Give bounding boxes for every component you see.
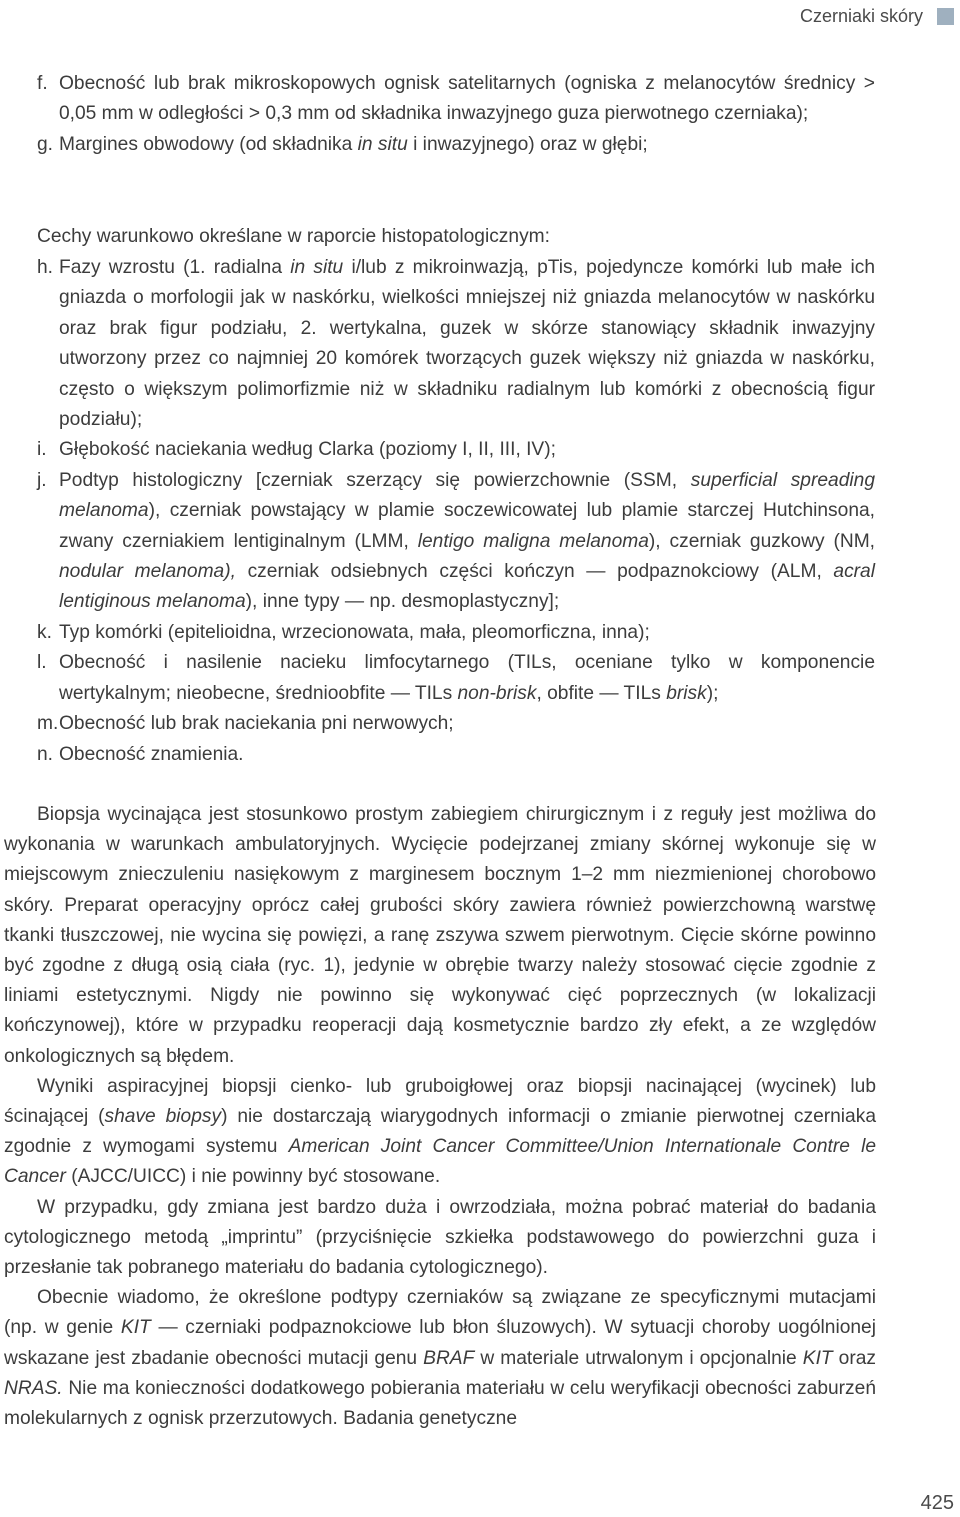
text-run: , obfite — TILs <box>536 682 667 704</box>
list-marker: m. <box>37 713 59 735</box>
list-marker: l. <box>37 652 47 674</box>
list-item-h <box>37 253 875 435</box>
list-item-k <box>37 618 875 648</box>
page-number: 425 <box>920 1492 954 1514</box>
italic-term: American Joint Cancer Committee/Union Internationale Contre le Cancer <box>4 1136 877 1188</box>
text-run: w materiale utrwalonym i opcjonalnie <box>474 1347 803 1369</box>
text-run: Podtyp histologiczny [czerniak szerzący się powierzchownie (SSM, <box>59 469 691 491</box>
list-item-text <box>59 253 875 435</box>
list-item-text: Obecność znamienia. <box>59 743 244 765</box>
italic-term: KIT <box>802 1347 833 1369</box>
list-item-text: Typ komórki (epitelioidna, wrzecionowata, mała, pleomorficzna, inna); <box>59 621 650 643</box>
text-run: Nie ma konieczności dodatkowego pobierania materiału w celu weryfikacji obecności zaburzeń molekularnych z ognisk przerzutowych. Badania genetyczne <box>4 1377 876 1430</box>
subheading: Cechy warunkowo określane w raporcie histopatologicznym: <box>37 226 550 247</box>
text-run: ), czerniak guzkowy (NM, <box>648 530 876 552</box>
list-marker: i. <box>37 439 47 461</box>
list-item-i <box>37 435 875 465</box>
list-item-g <box>37 130 875 160</box>
text-run: Wyniki aspiracyjnej biopsji cienko- lub gruboigłowej oraz biopsji nacinającej (wycinek) lub ścinającej ( <box>4 1075 876 1128</box>
body-text <box>4 800 876 1434</box>
paragraph-imprint: W przypadku, gdy zmiana jest bardzo duża i owrzodziała, można pobrać materiał do badania cytologicznego metodą „imprintu” (przyciśnięcie szkiełka podstawowego do powierzchni guza i przesłanie tak pobranego materiału do badania cytologicznego). <box>4 1196 876 1279</box>
italic-term: lentigo maligna melanoma <box>417 530 649 552</box>
paragraph-mutations <box>4 1283 876 1434</box>
italic-term: nodular melanoma), <box>59 561 236 583</box>
list-marker: h. <box>37 257 54 278</box>
text-run: Obecność i nasilenie nacieku limfocytarnego (TILs, oceniane tylko w komponencie wertykalnym; nieobecne, średnioobfite — TILs <box>59 652 875 704</box>
list-marker: g. <box>37 133 54 155</box>
running-header <box>800 6 954 27</box>
italic-term: in situ <box>290 257 344 278</box>
list-item-text: Obecność lub brak naciekania pni nerwowych; <box>59 713 454 735</box>
text-run: ), inne typy — np. desmoplastyczny]; <box>245 591 560 613</box>
text-run: Obecnie wiadomo, że określone podtypy czerniaków są związane ze specyficznymi mutacjami (np. w genie <box>4 1287 876 1339</box>
text-run: ), czerniak powstający w plamie soczewicowatej lub plamie starczej Hutchinsona, zwany czerniakiem lentiginalnym (LMM, <box>59 500 875 552</box>
italic-term: shave biopsy <box>104 1106 222 1128</box>
italic-term: in situ <box>357 133 408 155</box>
italic-term: superficial spreading melanoma <box>59 469 875 522</box>
list-item-n <box>37 740 875 770</box>
text-run: Margines obwodowy (od składnika <box>59 133 358 155</box>
list-item-text: Obecność lub brak mikroskopowych ognisk satelitarnych (ogniska z melanocytów średnicy > 0,05 mm w odległości > 0,3 mm od składnika inwazyjnego guza pierwotnego czerniaka); <box>59 73 875 125</box>
paragraph-excisional-biopsy: Biopsja wycinająca jest stosunkowo prostym zabiegiem chirurgicznym i z reguły jest możliwa do wykonania w warunkach ambulatoryjnych. Wycięcie podejrzanej zmiany skórnej wykonuje się w miejscowym znieczuleniu nasiękowym z marginesem bocznym 1–2 mm niezmienionej chorobowo skóry. Preparat operacyjny oprócz całej grubości skóry zawiera również powierzchowną warstwę tkanki tłuszczowej, nie wycina się powięzi, a ranę zszywa szwem pierwotnym. Cięcie skórne powinno być zgodne z długą osią ciała (ryc. 1), jedynie w obrębie twarzy należy stosować cięcie zgodnie z liniami estetycznymi. Nigdy nie powinno się wykonywać cięć poprzecznych (w lokalizacji kończynowej), które w przypadku reoperacji dają kosmetycznie bardzo zły efekt, a ze względów onkologicznych są błędem. <box>4 804 876 1067</box>
text-run: (AJCC/UICC) i nie powinny być stosowane. <box>65 1166 441 1188</box>
italic-term: BRAF <box>423 1347 475 1369</box>
text-run: oraz <box>832 1347 876 1369</box>
italic-term: KIT <box>120 1317 151 1339</box>
criteria-list-a <box>37 69 875 160</box>
list-marker: k. <box>37 621 52 643</box>
list-item-text <box>59 130 875 160</box>
text-run: i/lub z mikroinwazją, pTis, pojedyncze komórki lub małe ich gniazda o morfologii jak w naskórku, wielkości mniejszej niż gniazda melanocytów w naskórku oraz brak figur podziału, 2. wertykalna, guzek w skórze stanowiący składnik inwazyjny utworzony przez co najmniej 20 komórek tworzących guzek większy niż gniazda w naskórku, często o większym polimorfizmie niż w składniku radialnym lub komórki z obecnością figur podziału); <box>59 257 875 431</box>
list-item-text <box>59 648 875 709</box>
text-run: czerniak odsiebnych części kończyn — podpaznokciowy (ALM, <box>235 561 834 583</box>
header-square-icon <box>937 8 954 25</box>
list-item-m <box>37 709 875 739</box>
italic-term: brisk <box>666 682 707 704</box>
paragraph-needle-biopsy <box>4 1072 876 1193</box>
italic-term: NRAS. <box>4 1377 63 1399</box>
italic-term: acral lentiginous melanoma <box>59 561 875 613</box>
text-run: i inwazyjnego) oraz w głębi; <box>407 133 648 155</box>
list-item-text <box>59 466 875 618</box>
text-run: — czerniaki podpaznokciowe lub błon śluzowych). W sytuacji choroby uogólnionej wskazane jest zbadanie obecności mutacji genu <box>4 1317 876 1369</box>
text-run: ) nie dostarczają wiarygodnych informacji o zmianie pierwotnej czerniaka zgodnie z wymogami systemu <box>4 1106 876 1158</box>
running-title: Czerniaki skóry <box>799 6 923 26</box>
list-item-l <box>37 648 875 709</box>
list-marker: n. <box>37 743 54 765</box>
list-marker: f. <box>37 73 48 94</box>
criteria-list-b <box>37 253 875 770</box>
text-run: ); <box>706 682 719 704</box>
list-item-j <box>37 466 875 618</box>
italic-term: non-brisk <box>457 682 537 704</box>
list-item-text: Głębokość naciekania według Clarka (poziomy I, II, III, IV); <box>59 439 556 461</box>
list-marker: j. <box>37 469 47 491</box>
text-run: Fazy wzrostu (1. radialna <box>59 257 291 278</box>
list-item-f <box>37 69 875 130</box>
